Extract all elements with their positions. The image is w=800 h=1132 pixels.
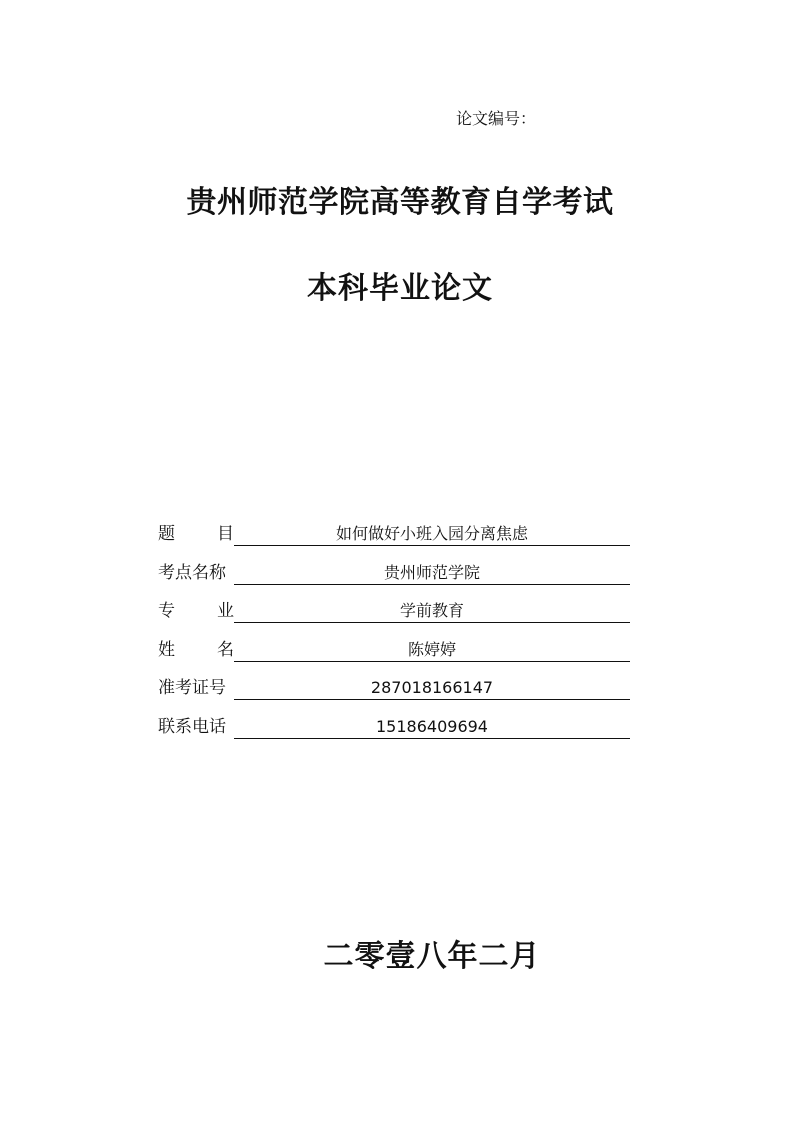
info-row-major xyxy=(158,599,630,638)
exam-site-value: 贵州师范学院 xyxy=(234,561,630,585)
institution-title: 贵州师范学院高等教育自学考试 xyxy=(186,185,614,220)
name-value: 陈婷婷 xyxy=(234,638,630,662)
major-label xyxy=(158,599,234,623)
info-row-exam-site xyxy=(158,561,630,600)
topic-label-char-2: 目 xyxy=(217,524,234,544)
info-row-ticket xyxy=(158,676,630,715)
topic-label xyxy=(158,522,234,546)
submission-date: 二零壹八年二月 xyxy=(323,939,541,974)
name-label-char-1: 姓 xyxy=(158,639,175,660)
document-type-title: 本科毕业论文 xyxy=(307,271,493,306)
name-label xyxy=(158,638,234,662)
major-value: 学前教育 xyxy=(234,599,630,623)
info-row-topic xyxy=(158,522,630,561)
info-row-phone xyxy=(158,715,630,754)
ticket-label: 准考证号 xyxy=(158,678,226,699)
phone-label: 联系电话 xyxy=(158,716,226,737)
ticket-value: 287018166147 xyxy=(234,676,630,700)
paper-number-label: 论文编号： xyxy=(456,109,537,128)
topic-label-char-1: 题 xyxy=(158,524,175,544)
student-info-block xyxy=(158,522,630,754)
major-label-char-1: 专 xyxy=(158,601,175,622)
info-row-name xyxy=(158,638,630,677)
phone-value: 15186409694 xyxy=(234,715,630,739)
major-label-char-2: 业 xyxy=(217,601,234,622)
name-label-char-2: 名 xyxy=(217,639,234,660)
exam-site-label: 考点名称 xyxy=(158,562,226,583)
topic-value: 如何做好小班入园分离焦虑 xyxy=(234,522,630,546)
